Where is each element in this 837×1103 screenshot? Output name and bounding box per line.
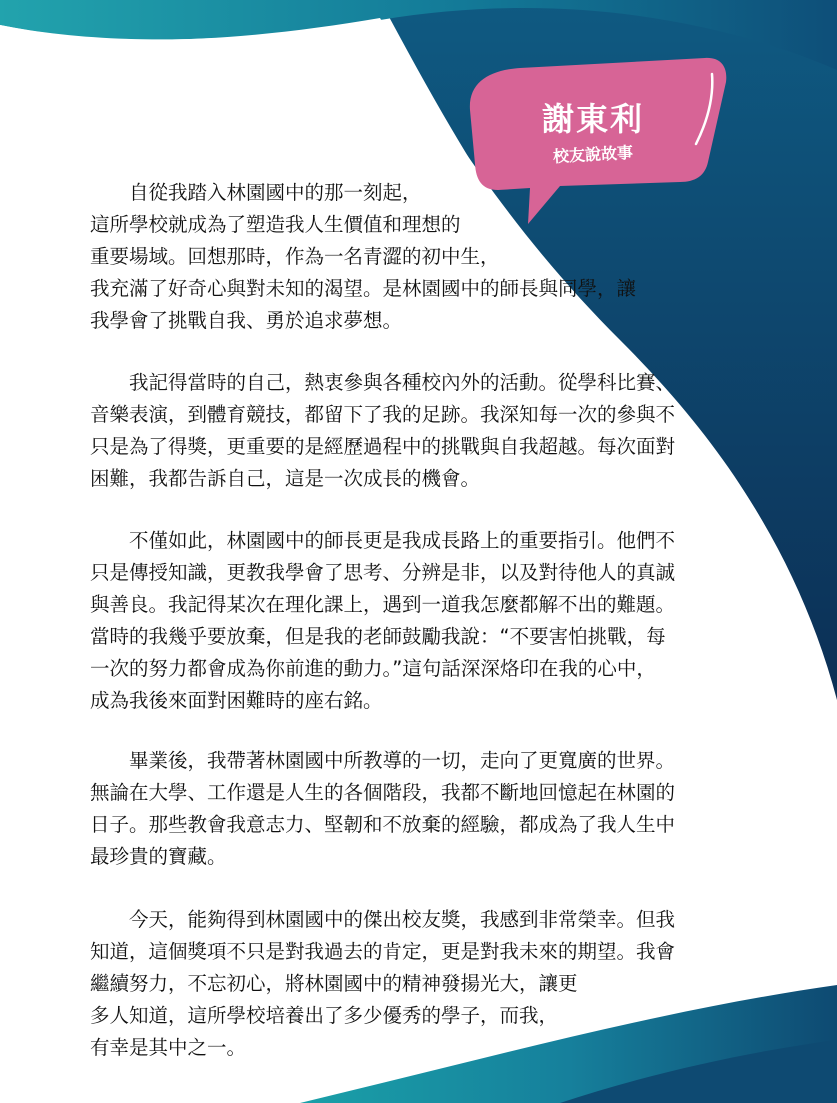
paragraph-4 — [90, 745, 675, 873]
text-line: 最珍貴的寶藏。 — [90, 845, 227, 868]
text-line: 當時的我幾乎要放棄，但是我的老師鼓勵我說：“不要害怕挑戰，每 — [90, 625, 666, 648]
text-line: 與善良。我記得某次在理化課上，遇到一道我怎麼都解不出的難題。 — [90, 593, 676, 616]
text-line: 繼續努力，不忘初心，將林園國中的精神發揚光大，讓更 — [90, 972, 578, 995]
text-line: 重要場域。回想那時，作為一名青澀的初中生， — [90, 245, 500, 268]
paragraph-3 — [90, 525, 675, 717]
paragraph-1 — [90, 177, 636, 337]
text-line: 知道，這個獎項不只是對我過去的肯定，更是對我未來的期望。我會 — [90, 940, 676, 963]
paragraph-5 — [90, 904, 675, 1064]
text-line: 無論在大學、工作還是人生的各個階段，我都不斷地回憶起在林園的 — [90, 781, 676, 804]
text-line: 不僅如此，林園國中的師長更是我成長路上的重要指引。他們不 — [129, 529, 676, 552]
text-line: 只是為了得獎，更重要的是經歷過程中的挑戰與自我超越。每次面對 — [90, 435, 676, 458]
text-line: 我學會了挑戰自我、勇於追求夢想。 — [90, 309, 403, 332]
text-line: 只是傳授知識，更教我學會了思考、分辨是非，以及對待他人的真誠 — [90, 561, 676, 584]
text-line: 有幸是其中之一。 — [90, 1036, 247, 1059]
text-line: 畢業後，我帶著林園國中所教導的一切，走向了更寬廣的世界。 — [129, 749, 676, 772]
text-line: 多人知道，這所學校培養出了多少優秀的學子，而我， — [90, 1004, 559, 1027]
text-line: 日子。那些教會我意志力、堅韌和不放棄的經驗，都成為了我人生中 — [90, 813, 676, 836]
text-line: 這所學校就成為了塑造我人生價值和理想的 — [90, 213, 461, 236]
text-line: 成為我後來面對困難時的座右銘。 — [90, 689, 383, 712]
text-line: 一次的努力都會成為你前進的動力。”這句話深深烙印在我的心中， — [90, 657, 656, 680]
alumni-name: 謝東利 — [541, 100, 644, 138]
badge-subtitle: 校友說故事 — [552, 142, 634, 167]
text-line: 自從我踏入林園國中的那一刻起， — [129, 181, 422, 204]
text-line: 音樂表演，到體育競技，都留下了我的足跡。我深知每一次的參與不 — [90, 403, 676, 426]
text-line: 困難，我都告訴自己，這是一次成長的機會。 — [90, 467, 481, 490]
text-line: 今天，能夠得到林園國中的傑出校友獎，我感到非常榮幸。但我 — [129, 908, 676, 931]
text-line: 我記得當時的自己，熱衷參與各種校內外的活動。從學科比賽、 — [129, 371, 676, 394]
paragraph-2 — [90, 367, 675, 495]
text-line: 我充滿了好奇心與對未知的渴望。是林園國中的師長與同學，讓 — [90, 277, 637, 300]
